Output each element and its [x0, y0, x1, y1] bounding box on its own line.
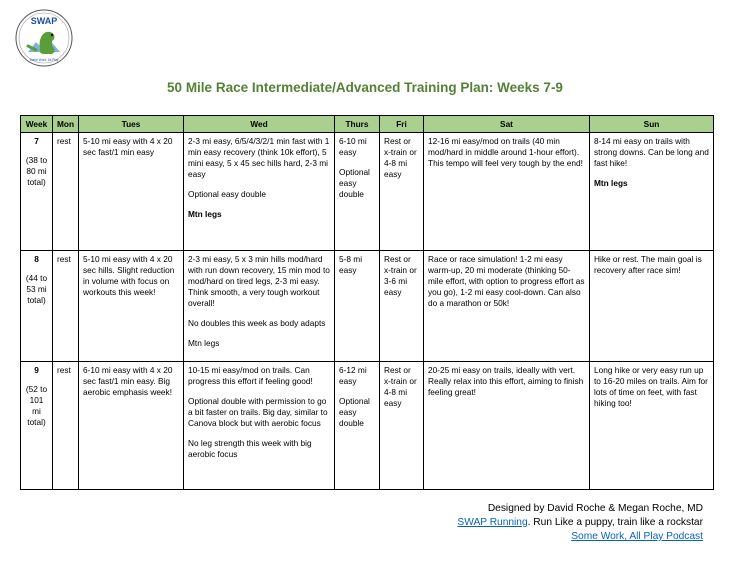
designer-credit: Designed by David Roche & Megan Roche, MD	[487, 503, 703, 514]
column-header-sun: Sun	[590, 116, 714, 133]
workout-text: Long hike or very easy run up to 16-20 miles on trails. Aim for lots of time on feet, with fast hiking too!	[594, 365, 708, 408]
workout-text: Optional double with permission to go a bit faster on trails. Big day, similar to Canova block but with aerobic focus	[188, 395, 328, 428]
workout-text: 10-15 mi easy/mod on trails. Can progress this effort if feeling good!	[188, 365, 313, 386]
workout-text: 20-25 mi easy on trails, ideally with vert. Really relax into this effort, aiming to finish feeling great!	[428, 365, 584, 397]
podcast-link[interactable]: Some Work, All Play Podcast	[571, 531, 703, 543]
table-row	[21, 133, 714, 251]
tues-cell	[79, 362, 184, 490]
sat-cell	[424, 362, 590, 490]
sat-cell	[424, 133, 590, 251]
workout-text: Mtn legs	[594, 177, 628, 188]
svg-text:SWAP: SWAP	[30, 16, 58, 26]
week-number: 9	[34, 365, 39, 375]
dinosaur-logo-icon	[14, 8, 74, 68]
column-header-mon: Mon	[53, 116, 79, 133]
footer-tagline-line	[457, 516, 703, 530]
table-row	[21, 362, 714, 490]
thurs-cell	[335, 133, 380, 251]
fri-cell	[380, 133, 424, 251]
workout-text: 6-12 mi easy	[339, 365, 367, 386]
thurs-cell	[335, 362, 380, 490]
workout-text: Mtn legs	[188, 337, 220, 348]
workout-text: Optional easy double	[339, 395, 370, 428]
workout-text: No doubles this week as body adapts	[188, 317, 326, 328]
workout-text: 6-10 mi easy with 4 x 20 sec fast/1 min easy. Big aerobic emphasis week!	[83, 365, 173, 397]
workout-text: 5-10 mi easy with 4 x 20 sec hills. Slight reduction in volume with focus on workouts this week!	[83, 254, 175, 297]
workout-text: Hike or rest. The main goal is recovery after race sim!	[594, 254, 702, 275]
week-cell	[21, 362, 53, 490]
workout-text: 2-3 mi easy, 6/5/4/3/2/1 min fast with 1 min easy recovery (think 10k effort), 5 mini easy, 5 x 45 sec hills hard, 2-3 mi easy	[188, 136, 330, 179]
workout-text: 5-10 mi easy with 4 x 20 sec fast/1 min easy	[83, 136, 173, 157]
week-mileage-range: (38 to 80 mi total)	[25, 154, 48, 187]
training-plan-table	[20, 115, 714, 490]
mon-cell: rest	[53, 133, 79, 251]
week-mileage-range: (52 to 101 mi total)	[25, 383, 48, 427]
workout-text: Optional easy double	[339, 166, 370, 199]
workout-text: 12-16 mi easy/mod on trails (40 min mod/hard in middle around 1-hour effort). This tempo will feel very tough by the end!	[428, 136, 583, 168]
week-cell	[21, 133, 53, 251]
fri-cell	[380, 251, 424, 362]
wed-cell	[184, 133, 335, 251]
thurs-cell	[335, 251, 380, 362]
sun-cell	[590, 251, 714, 362]
workout-text: Rest or x-train or 3-6 mi easy	[384, 254, 417, 297]
column-header-tues: Tues	[79, 116, 184, 133]
wed-cell	[184, 362, 335, 490]
tues-cell	[79, 133, 184, 251]
week-number: 8	[34, 254, 39, 264]
tues-cell	[79, 251, 184, 362]
workout-text: 2-3 mi easy, 5 x 3 min hills mod/hard with run down recovery, 15 min mod to mod/hard on tired legs, 2-3 mi easy. Think smooth, a very tough workout overall!	[188, 254, 330, 308]
sun-cell	[590, 362, 714, 490]
column-header-sat: Sat	[424, 116, 590, 133]
column-header-fri: Fri	[380, 116, 424, 133]
swap-logo	[14, 8, 74, 68]
week-number: 7	[34, 136, 39, 146]
column-header-thurs: Thurs	[335, 116, 380, 133]
workout-text: No leg strength this week with big aerobic focus	[188, 437, 312, 459]
sun-cell	[590, 133, 714, 251]
sat-cell	[424, 251, 590, 362]
table-header-row	[21, 116, 714, 133]
swap-running-link[interactable]: SWAP Running	[457, 517, 528, 529]
table-row	[21, 251, 714, 362]
footer-tagline: . Run Like a puppy, train like a rockstar	[527, 517, 703, 529]
page-title: 50 Mile Race Intermediate/Advanced Training Plan: Weeks 7-9	[167, 80, 563, 95]
workout-text: 8-14 mi easy on trails with strong downs. Can be long and fast hike!	[594, 136, 709, 168]
workout-text: 5-8 mi easy	[339, 254, 363, 275]
workout-text: Rest or x-train or 4-8 mi easy	[384, 365, 417, 408]
week-cell	[21, 251, 53, 362]
wed-cell	[184, 251, 335, 362]
workout-text: Rest or x-train or 4-8 mi easy	[384, 136, 417, 179]
column-header-week: Week	[21, 116, 53, 133]
footer	[457, 502, 703, 544]
workout-text: Optional easy double	[188, 188, 266, 199]
mon-cell: rest	[53, 251, 79, 362]
fri-cell	[380, 362, 424, 490]
workout-text: Race or race simulation! 1-2 mi easy warm-up, 20 mi moderate (thinking 50-mile effort, with option to progress effort as you go), 1-2 mi easy cool-down. Can also do a marathon or 50k!	[428, 254, 585, 308]
mon-cell: rest	[53, 362, 79, 490]
workout-text: Mtn legs	[188, 208, 222, 219]
week-mileage-range: (44 to 53 mi total)	[25, 272, 48, 305]
svg-text:Some Work, All Play: Some Work, All Play	[29, 58, 59, 62]
workout-text: 6-10 mi easy	[339, 136, 367, 157]
column-header-wed: Wed	[184, 116, 335, 133]
